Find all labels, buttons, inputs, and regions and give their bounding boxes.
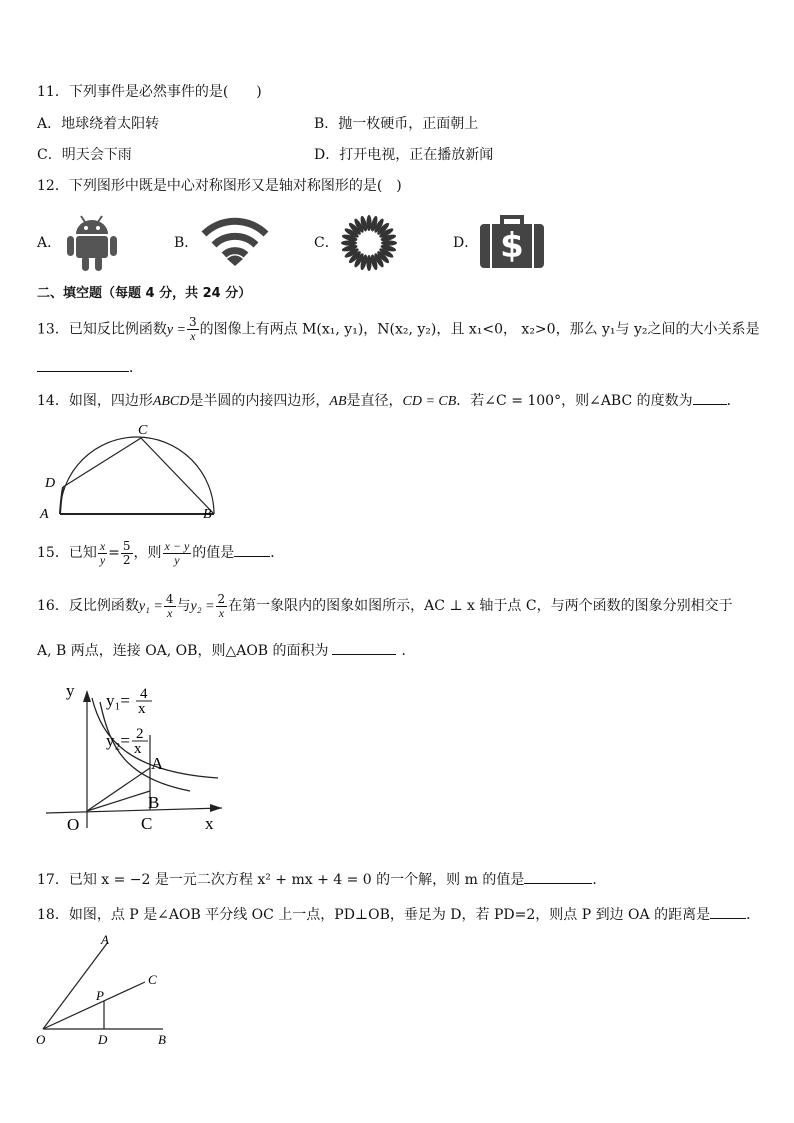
q17-blank[interactable]: [524, 869, 592, 884]
q14-tail: ．若∠C = 100°，则∠ABC 的度数为: [456, 393, 693, 409]
q16-y2: y₂ =: [190, 599, 215, 614]
q15-frac1: [98, 540, 107, 567]
q14-text: [37, 390, 741, 411]
q16-f2-num: 2: [136, 726, 144, 742]
q14-mid2: 是直径，: [346, 393, 403, 409]
q16-f1-num: 4: [140, 686, 148, 702]
q18-label-b: B: [158, 1032, 166, 1047]
q16-origin-label: O: [67, 815, 80, 834]
q18-label-o: O: [36, 1032, 46, 1047]
q15-n1: x: [99, 538, 106, 553]
q14-label-d: D: [45, 476, 56, 491]
q17-text: [37, 869, 606, 889]
q14-period: ．: [726, 393, 741, 409]
q16-y1: y₁ =: [138, 599, 163, 614]
q18-label-a: A: [101, 932, 109, 947]
q13-text: [37, 316, 760, 343]
sunburst-petal: [366, 255, 371, 271]
q17-period: ．: [592, 872, 607, 888]
q15-d1: y: [99, 552, 106, 567]
q13-fraction: [187, 316, 199, 343]
q18-text: [37, 904, 760, 924]
q16-n2: 2: [217, 591, 226, 606]
wifi-icon: [200, 216, 270, 268]
q12-label-b: B．: [174, 235, 199, 251]
sunburst-petal: [381, 240, 397, 245]
q13-denominator: x: [190, 329, 196, 343]
q16-point-a-label: A: [151, 754, 164, 773]
q14-blank[interactable]: [693, 390, 727, 405]
q16-period: ．: [401, 643, 416, 659]
q15-frac3: [163, 540, 192, 567]
q15-period: ．: [270, 545, 285, 561]
q11-option-d: D．打开电视，正在播放新闻: [314, 147, 494, 163]
q16-point-c-label: C: [141, 814, 153, 833]
q12-label-a: A．: [37, 235, 62, 251]
q16-f1-lhs: y₁=: [106, 691, 131, 710]
q16-line2: [37, 640, 416, 660]
q16-lead: 16．反比例函数: [37, 598, 139, 614]
q14-figure: [30, 420, 230, 522]
q16-graph: [40, 678, 230, 836]
dollar-briefcase-icon: [478, 212, 546, 270]
q13-numerator: 3: [189, 315, 197, 329]
section-title: 二、填空题（每题 4 分，共 24 分）: [37, 286, 252, 301]
q17-stem: 17．已知 x = −2 是一元二次方程 x² + mx + 4 = 0 的一个解，则 m 的值是: [37, 872, 525, 888]
q12-stem: 12．下列图形中既是中心对称图形又是轴对称图形的是( ): [37, 178, 402, 194]
q16-f1-den: x: [138, 701, 146, 717]
q14-label-b: B: [203, 507, 212, 522]
q16-x-axis-label: x: [205, 814, 214, 833]
q16-f2-lhs: y₂=: [106, 731, 131, 750]
q13-func-lhs: y =: [166, 322, 186, 338]
q15-d3: y: [174, 552, 180, 567]
q18-period: ．: [746, 907, 761, 923]
q16-frac2: [216, 593, 228, 620]
q16-f2-den: x: [134, 741, 142, 757]
q16-line2-text: A, B 两点，连接 OA, OB，则△AOB 的面积为: [37, 643, 329, 659]
svg-text:$: $: [500, 226, 524, 266]
q11-option-a: A．地球绕着太阳转: [37, 116, 160, 132]
q18-label-d: D: [98, 1032, 108, 1047]
q13-lead: 13．已知反比例函数: [37, 321, 167, 338]
q12-label-c: C．: [314, 235, 339, 251]
q18-label-c: C: [148, 972, 157, 987]
q11-option-b: B．抛一枚硬币，正面朝上: [314, 116, 479, 132]
q15-blank[interactable]: [234, 542, 270, 557]
q16-frac1: [164, 593, 176, 620]
q15-n2: 5: [122, 538, 131, 553]
q15-lead: 15．已知: [37, 545, 97, 561]
sunburst-petal: [366, 215, 371, 231]
android-icon: [66, 214, 118, 272]
q16-d1: x: [167, 605, 173, 620]
q15-eq: =: [108, 545, 120, 561]
q18-blank[interactable]: [710, 904, 746, 919]
q15-mid: ，则: [133, 545, 162, 561]
q18-stem: 18．如图，点 P 是∠AOB 平分线 OC 上一点，PD⊥OB，垂足为 D，若 PD=2，则点 P 到边 OA 的距离是: [37, 907, 711, 923]
q16-tail: 在第一象限内的图象如图所示，AC ⊥ x 轴于点 C，与两个函数的图象分别相交于: [228, 598, 733, 614]
q12-label-d: D．: [453, 235, 479, 251]
q14-ab: AB: [329, 394, 347, 409]
q16-blank[interactable]: [332, 640, 396, 655]
q14-label-a: A: [40, 507, 49, 522]
q13-blank[interactable]: [37, 357, 129, 372]
sunburst-petal: [341, 240, 357, 245]
q13-answer-line: [37, 357, 143, 377]
q16-text: [37, 590, 733, 623]
q16-mid: 与: [176, 598, 191, 614]
q11-option-c: C．明天会下雨: [37, 147, 132, 163]
q11-stem: 11．下列事件是必然事件的是( ): [37, 84, 262, 100]
q15-d2: 2: [122, 552, 131, 567]
q14-arcs: CD = CB: [402, 394, 457, 409]
sunburst-icon: [336, 214, 402, 272]
q14-label-c: C: [138, 423, 148, 438]
q15-frac2: [121, 540, 133, 567]
q15-tail: 的值是: [192, 545, 235, 561]
q13-rest: 的图像上有两点 M(x₁, y₁)，N(x₂, y₂)，且 x₁<0， x₂>0，那么 y₁与 y₂之间的大小关系是: [199, 321, 760, 338]
q16-n1: 4: [165, 591, 174, 606]
q14-abcd: ABCD: [152, 394, 190, 409]
q16-point-b-label: B: [148, 793, 160, 812]
q16-y-axis-label: y: [66, 681, 75, 700]
q13-period: ．: [129, 360, 143, 376]
q14-lead: 14．如图，四边形: [37, 393, 153, 409]
q18-label-p: P: [96, 988, 104, 1003]
q18-figure: [30, 930, 180, 1050]
q15-n3: x − y: [164, 538, 190, 553]
q15-text: [37, 537, 284, 569]
q14-mid: 是半圆的内接四边形，: [189, 393, 330, 409]
q16-d2: x: [218, 605, 225, 620]
